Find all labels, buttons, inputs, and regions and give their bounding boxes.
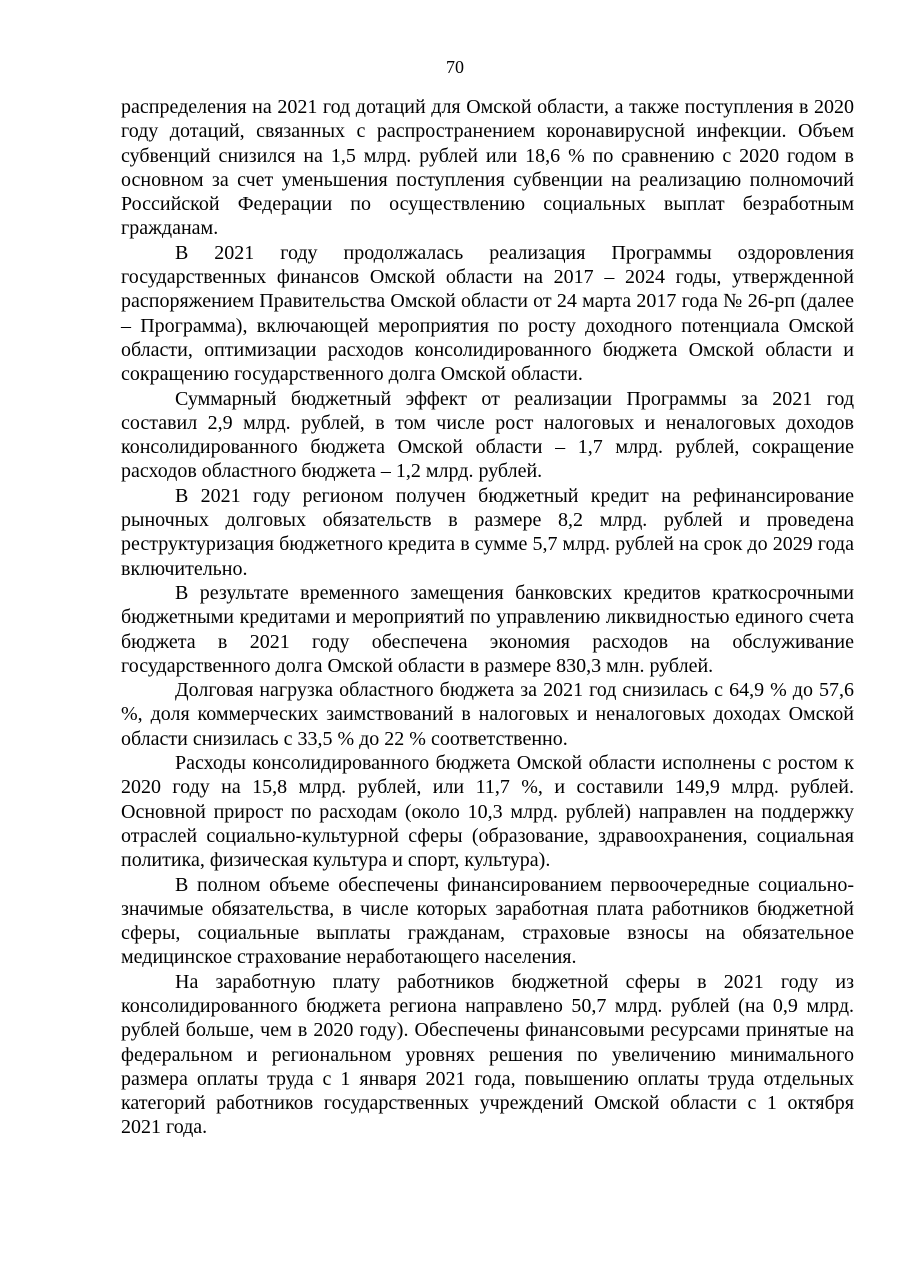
paragraph-priority-obligations: В полном объеме обеспечены финансированием первоочередные социально-значимые обязательства, в числе которых заработная плата работников бюджетной сферы, социальные выплаты гражданам, страховые взносы на обязательное медицинское страхование неработающего населения. [121, 873, 854, 969]
paragraph-wages: На заработную плату работников бюджетной сферы в 2021 году из консолидированного бюджета региона направлено 50,7 млрд. рублей (на 0,9 млрд. рублей больше, чем в 2020 году). Обеспечены финансовыми ресурсами принятые на федеральном и региональном уровнях решения по увеличению минимального размера оплаты труда с 1 января 2021 года, повышению оплаты труда отдельных категорий работников государственных учреждений Омской области с 1 октября 2021 года. [121, 970, 854, 1139]
document-body [121, 95, 854, 1140]
paragraph-debt-load: Долговая нагрузка областного бюджета за 2021 год снизилась с 64,9 % до 57,6 %, доля коммерческих заимствований в налоговых и неналоговых доходах Омской области снизилась с 33,5 % до 22 % соответственно. [121, 679, 854, 750]
paragraph-debt-service-savings: В результате временного замещения банковских кредитов краткосрочными бюджетными кредитами и мероприятий по управлению ликвидностью единого счета бюджета в 2021 году обеспечена экономия расходов на обслуживание государственного долга Омской области в размере 830,3 млн. рублей. [121, 581, 854, 677]
paragraph-continuation: распределения на 2021 год дотаций для Омской области, а также поступления в 2020 году дотаций, связанных с распространением коронавирусной инфекции. Объем субвенций снизился на 1,5 млрд. рублей или 18,6 % по сравнению с 2020 годом в основном за счет уменьшения поступления субвенции на реализацию полномочий Российской Федерации по осуществлению социальных выплат безработным гражданам. [121, 96, 854, 240]
paragraph-program-implementation: В 2021 году продолжалась реализация Программы оздоровления государственных финансов Омской области на 2017 – 2024 годы, утвержденной распоряжением Правительства Омской области от 24 марта 2017 года № 26-рп (далее – Программа), включающей мероприятия по росту доходного потенциала Омской области, оптимизации расходов консолидированного бюджета Омской области и сокращению государственного долга Омской области. [121, 241, 854, 386]
page-number: 70 [446, 57, 464, 77]
paragraph-budget-effect: Суммарный бюджетный эффект от реализации Программы за 2021 год составил 2,9 млрд. рублей, в том числе рост налоговых и неналоговых доходов консолидированного бюджета Омской области – 1,7 млрд. рублей, сокращение расходов областного бюджета – 1,2 млрд. рублей. [121, 387, 854, 483]
paragraph-expenditures: Расходы консолидированного бюджета Омской области исполнены с ростом к 2020 году на 15,8 млрд. рублей, или 11,7 %, и составили 149,9 млрд. рублей. Основной прирост по расходам (около 10,3 млрд. рублей) направлен на поддержку отраслей социально-культурной сферы (образование, здравоохранения, социальная политика, физическая культура и спорт, культура). [121, 752, 854, 872]
paragraph-budget-credit: В 2021 году регионом получен бюджетный кредит на рефинансирование рыночных долговых обязательств в размере 8,2 млрд. рублей и проведена реструктуризация бюджетного кредита в сумме 5,7 млрд. рублей на срок до 2029 года включительно. [121, 484, 854, 580]
